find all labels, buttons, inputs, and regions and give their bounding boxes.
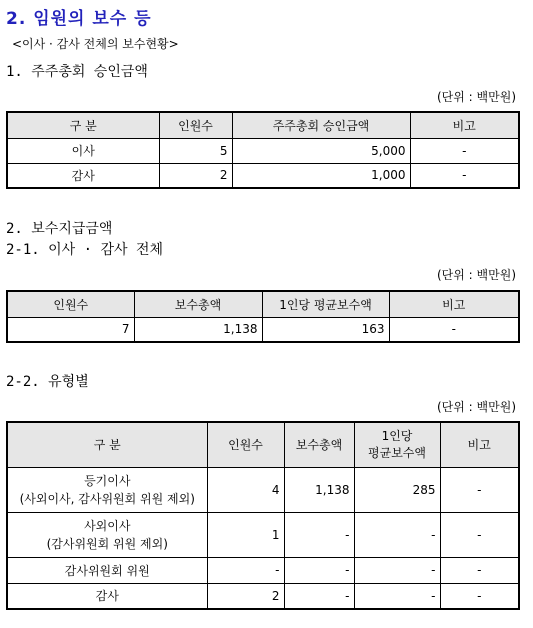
header-remarks: 비고 [440,422,519,467]
header-average-pay: 1인당 평균보수액 [262,291,389,317]
cell-category: 감사 [7,163,159,188]
cell-headcount: 7 [7,317,134,342]
pay-by-type-table [6,421,520,610]
cell-category: 감사 [7,583,207,609]
category-line1: 사외이사 [84,518,131,533]
cell-average-pay: - [354,557,440,583]
table-row [7,467,519,512]
cell-headcount: 2 [207,583,284,609]
table-row [7,317,519,342]
cell-remarks: - [440,512,519,557]
cell-category [7,467,207,512]
category-line2: (사외이사, 감사위원회 위원 제외) [19,491,195,506]
cell-remarks: - [389,317,519,342]
page-subtitle: <이사 · 감사 전체의 보수현황> [12,37,179,51]
table-row [7,583,519,609]
cell-average-pay: 163 [262,317,389,342]
cell-total-pay: - [284,583,354,609]
header-total-pay: 보수총액 [134,291,262,317]
section2-1-unit: (단위 : 백만원) [437,268,516,282]
cell-headcount: - [207,557,284,583]
section2-2-unit: (단위 : 백만원) [437,400,516,414]
section2-2-heading: 2-2. 유형별 [6,374,89,390]
header-category: 구 분 [7,422,207,467]
total-pay-table [6,290,520,343]
cell-headcount: 2 [159,163,232,188]
header-average-pay-line1: 1인당 [381,428,413,443]
header-headcount: 인원수 [207,422,284,467]
cell-average-pay: - [354,583,440,609]
header-average-pay-line2: 평균보수액 [368,445,426,460]
approval-table [6,111,520,189]
cell-total-pay: - [284,557,354,583]
section1-heading: 1. 주주총회 승인금액 [6,64,148,80]
cell-average-pay: 285 [354,467,440,512]
section1-unit: (단위 : 백만원) [437,90,516,104]
header-headcount: 인원수 [159,112,232,138]
cell-remarks: - [410,138,519,163]
header-average-pay [354,422,440,467]
table-row [7,512,519,557]
header-category: 구 분 [7,112,159,138]
cell-total-pay: 1,138 [284,467,354,512]
table-row [7,557,519,583]
page-title: 2. 임원의 보수 등 [6,9,152,29]
table-row [7,163,519,188]
header-remarks: 비고 [410,112,519,138]
cell-category: 감사위원회 위원 [7,557,207,583]
cell-category: 이사 [7,138,159,163]
cell-total-pay: - [284,512,354,557]
cell-average-pay: - [354,512,440,557]
section2-1-heading: 2-1. 이사 · 감사 전체 [6,242,164,258]
header-approved-amount: 주주총회 승인금액 [232,112,410,138]
cell-headcount: 5 [159,138,232,163]
cell-total-pay: 1,138 [134,317,262,342]
cell-category [7,512,207,557]
header-headcount: 인원수 [7,291,134,317]
table-row [7,138,519,163]
category-line2: (감사위원회 위원 제외) [46,536,168,551]
header-remarks: 비고 [389,291,519,317]
cell-headcount: 4 [207,467,284,512]
cell-approved-amount: 5,000 [232,138,410,163]
cell-remarks: - [440,583,519,609]
cell-headcount: 1 [207,512,284,557]
header-total-pay: 보수총액 [284,422,354,467]
cell-remarks: - [440,557,519,583]
cell-remarks: - [410,163,519,188]
cell-remarks: - [440,467,519,512]
category-line1: 등기이사 [84,473,131,488]
cell-approved-amount: 1,000 [232,163,410,188]
section2-heading: 2. 보수지급금액 [6,221,113,237]
